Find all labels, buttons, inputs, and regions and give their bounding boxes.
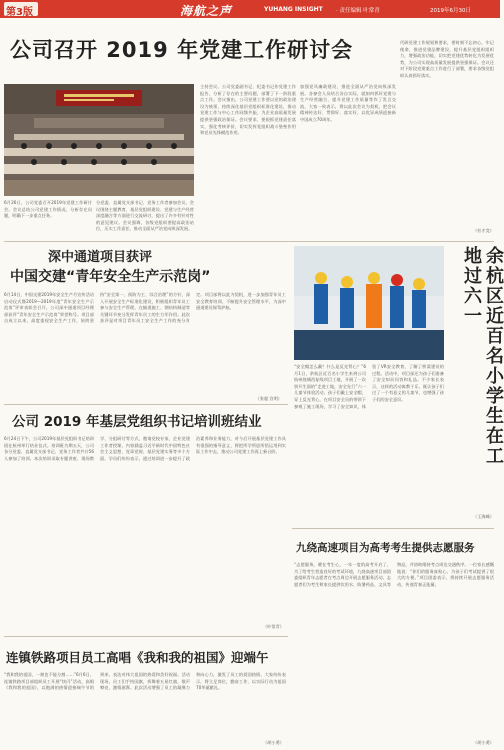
article-5-headline: 连镇铁路项目员工高唱《我和我的祖国》迎端午 [6,650,269,665]
section-title: YUHANG INSIGHT [264,6,323,13]
divider [4,241,494,242]
article-2-headline: 中国交建“青年安全生产示范岗” [10,269,211,285]
page-number: 第3版 [6,7,33,18]
meeting-photo [4,84,194,196]
newspaper-logo: 海航之声 [180,4,233,18]
divider [4,404,288,405]
article-4-headline-box [448,246,504,476]
article-1-headline: 公司召开 2019 年党建工作研讨会 [10,38,354,62]
students-photo-image [294,246,444,360]
article-3-body: 6月24日下午，公司2019年基层党组织书记培训班在杭州举行结业仪式。培训班为期五天，公司各分党委、直属党支部书记、党务工作者共计56人参加了培训。本次培训采取专题讲座、现场教学、分组研讨等方式，邀请党校专家、企业党建工作者授课，内容涵盖习近平新时代中国特色社会主义思想、党章党规、基层党建实务等多个方面。学员们纷纷表示，通过培训进一步提升了政治素养和业务能力，对今后开展基层党建工作具有很强的指导意义，将把所学所思所悟运用到实际工作中去，推动公司党建工作再上新台阶。 [4,436,286,461]
meeting-photo-image [4,84,194,196]
article-6-headline: 九绕高速项目为高考考生提供志愿服务 [296,542,475,554]
article-5-body: “我和我的祖国，一刻也不能分割……”6月6日，连镇铁路项目部组织员工开展“快闪”活动，高唱《我和我的祖国》，以饱满的热情迎接端午节的到来，表达对伟大祖国的热爱和美好祝福。活动现场，员工们手持国旗，挥舞着五星红旗，歌声嘹亮，激情澎湃。此次活动增强了员工的凝聚力和向心力，激发了员工的爱国热情，大家纷纷表示，将立足岗位，勤奋工作，以实际行动为祖国70华诞献礼。 [4,672,286,691]
article-5-byline: （胡小勇） [263,740,284,745]
article-1-col-4: 代研党建工作规划和要求，要时刻不忘初心，牢记使命，推进党建品牌建设，提升基层党组织组织力，增强政治功能，切实把党建优势转化为发展优势，为公司实现高质量发展提供坚强保证。会议还对下阶段党建重点工作进行了部署，要求各级党组织认真抓好落实。 [400,40,494,78]
divider [292,528,494,529]
article-1-col-1: 分党委、直属党支部书记、党务工作者参加会议。会议围绕主题教育、基层党组织建设、党建与生产经营深度融合等方面进行交流研讨，提出了许多有针对性的意见建议。会议强调，各级党组织要提高政治站位，压实工作责任，推动全面从严治党向纵深发展。 [96,200,194,232]
article-6-byline: （胡小勇） [473,740,494,745]
students-photo [294,246,444,360]
article-1-col-2: 主持会议。公司党委副书记、纪委书记作党建工作报告，分析了存在的主要问题，部署了下一阶段重点工作。会议指出，公司党建工作要以党的政治建设为统领，持续深化基层党组织标准化建设，推动党建工作与中心工作同频共振，为企业高质量发展提供坚强政治保证。会议要求，要狠抓党建责任落实，强化考核评价，切实发挥党组织战斗堡垒作用和党员先锋模范作用。 [200,84,296,136]
article-2-kicker: 深中通道项目获评 [48,250,153,265]
article-1-byline: （杜才竞） [473,228,494,233]
article-2-byline: （张超 宫明） [255,396,282,401]
article-4-body: “安全帽怎么戴？什么是反光背心？”6月1日，余杭区近百名小学生来到公司杭州绕城西复线项目工地，开展了一次别开生面的“走进工地，安全先行”六一儿童节体验活动。孩子们戴上安全帽，穿上反光背心，在项目安全员的带领下参观了施工现场，学习了安全知识，体验了VR安全教育，了解了桥梁建设的过程。活动中，项目部还为孩子们准备了安全知识问答和礼品。不少家长表示，这样的活动寓教于乐，既让孩子们过了一个有意义的儿童节，也增强了孩子们的安全意识。 [294,364,444,409]
meeting-photo-caption: 6月26日，公司党委召开2019年党建工作研讨会。会议总结公司党建工作情况，分析存在问题，明确下一步重点任务。 [4,200,92,219]
article-4-headline: 余杭区近百名小学生在工地过六一 [461,246,504,466]
article-4-byline: （王海峰） [473,514,494,519]
article-3-headline: 公司 2019 年基层党组织书记培训班结业 [12,414,262,430]
editor-credit: · 责任编辑 叶常青 [336,8,380,14]
issue-date: 2019年6月30日 [430,8,471,14]
article-3-byline: （叶常青） [263,624,284,629]
divider [4,636,288,637]
article-2-body: 6月14日，中国交建2019年安全生产月宣传活动启动仪式暨2019—2019年度“青年安全生产示范岗”评审表彰会召开，公司深中通道项目经理部获评“青年安全生产示范岗”荣誉称号。项目部自成立以来，高度重视安全生产工作，始终坚持“安全第一、预防为主、综合治理”的方针，深入开展安全生产标准化建设，积极组织青年员工参与安全生产管理，在隧道施工、钢结构制造等关键环节充分发挥青年员工的生力军作用。此次获评是对项目青年员工安全生产工作的充分肯定。项目部将以此为契机，进一步加强青年员工安全教育培训，不断提升安全管理水平，为深中通道建设保驾护航。 [4,292,286,324]
article-6-body: “志愿服务，暖在考生心，一年一度的高考开启了，为了给考生营造良好的考试环境，九绕高速项目部团委组织青年志愿者在考点周边开展志愿服务活动。志愿者们为考生和家长提供饮用水、防暑药品、文具等物品，并协助维持考点周边交通秩序。一位家长感慨地说：“你们的服务真贴心，为孩子们考试提供了很大的方便。”项目团委表示，将持续开展志愿服务活动，传递青春正能量。 [294,562,494,587]
masthead-bar [0,0,500,18]
article-1-col-3: 加强党风廉政建设，推进全面从严治党向纵深发展。各参会人员结合各自实际，就如何抓好党建与生产经营融合、提升党建工作质量等作了发言交流，大家一致表示，将以此次会议为契机，把会议精神传达好、贯彻好、落实好，以优异成绩迎接新中国成立70周年。 [300,84,396,122]
